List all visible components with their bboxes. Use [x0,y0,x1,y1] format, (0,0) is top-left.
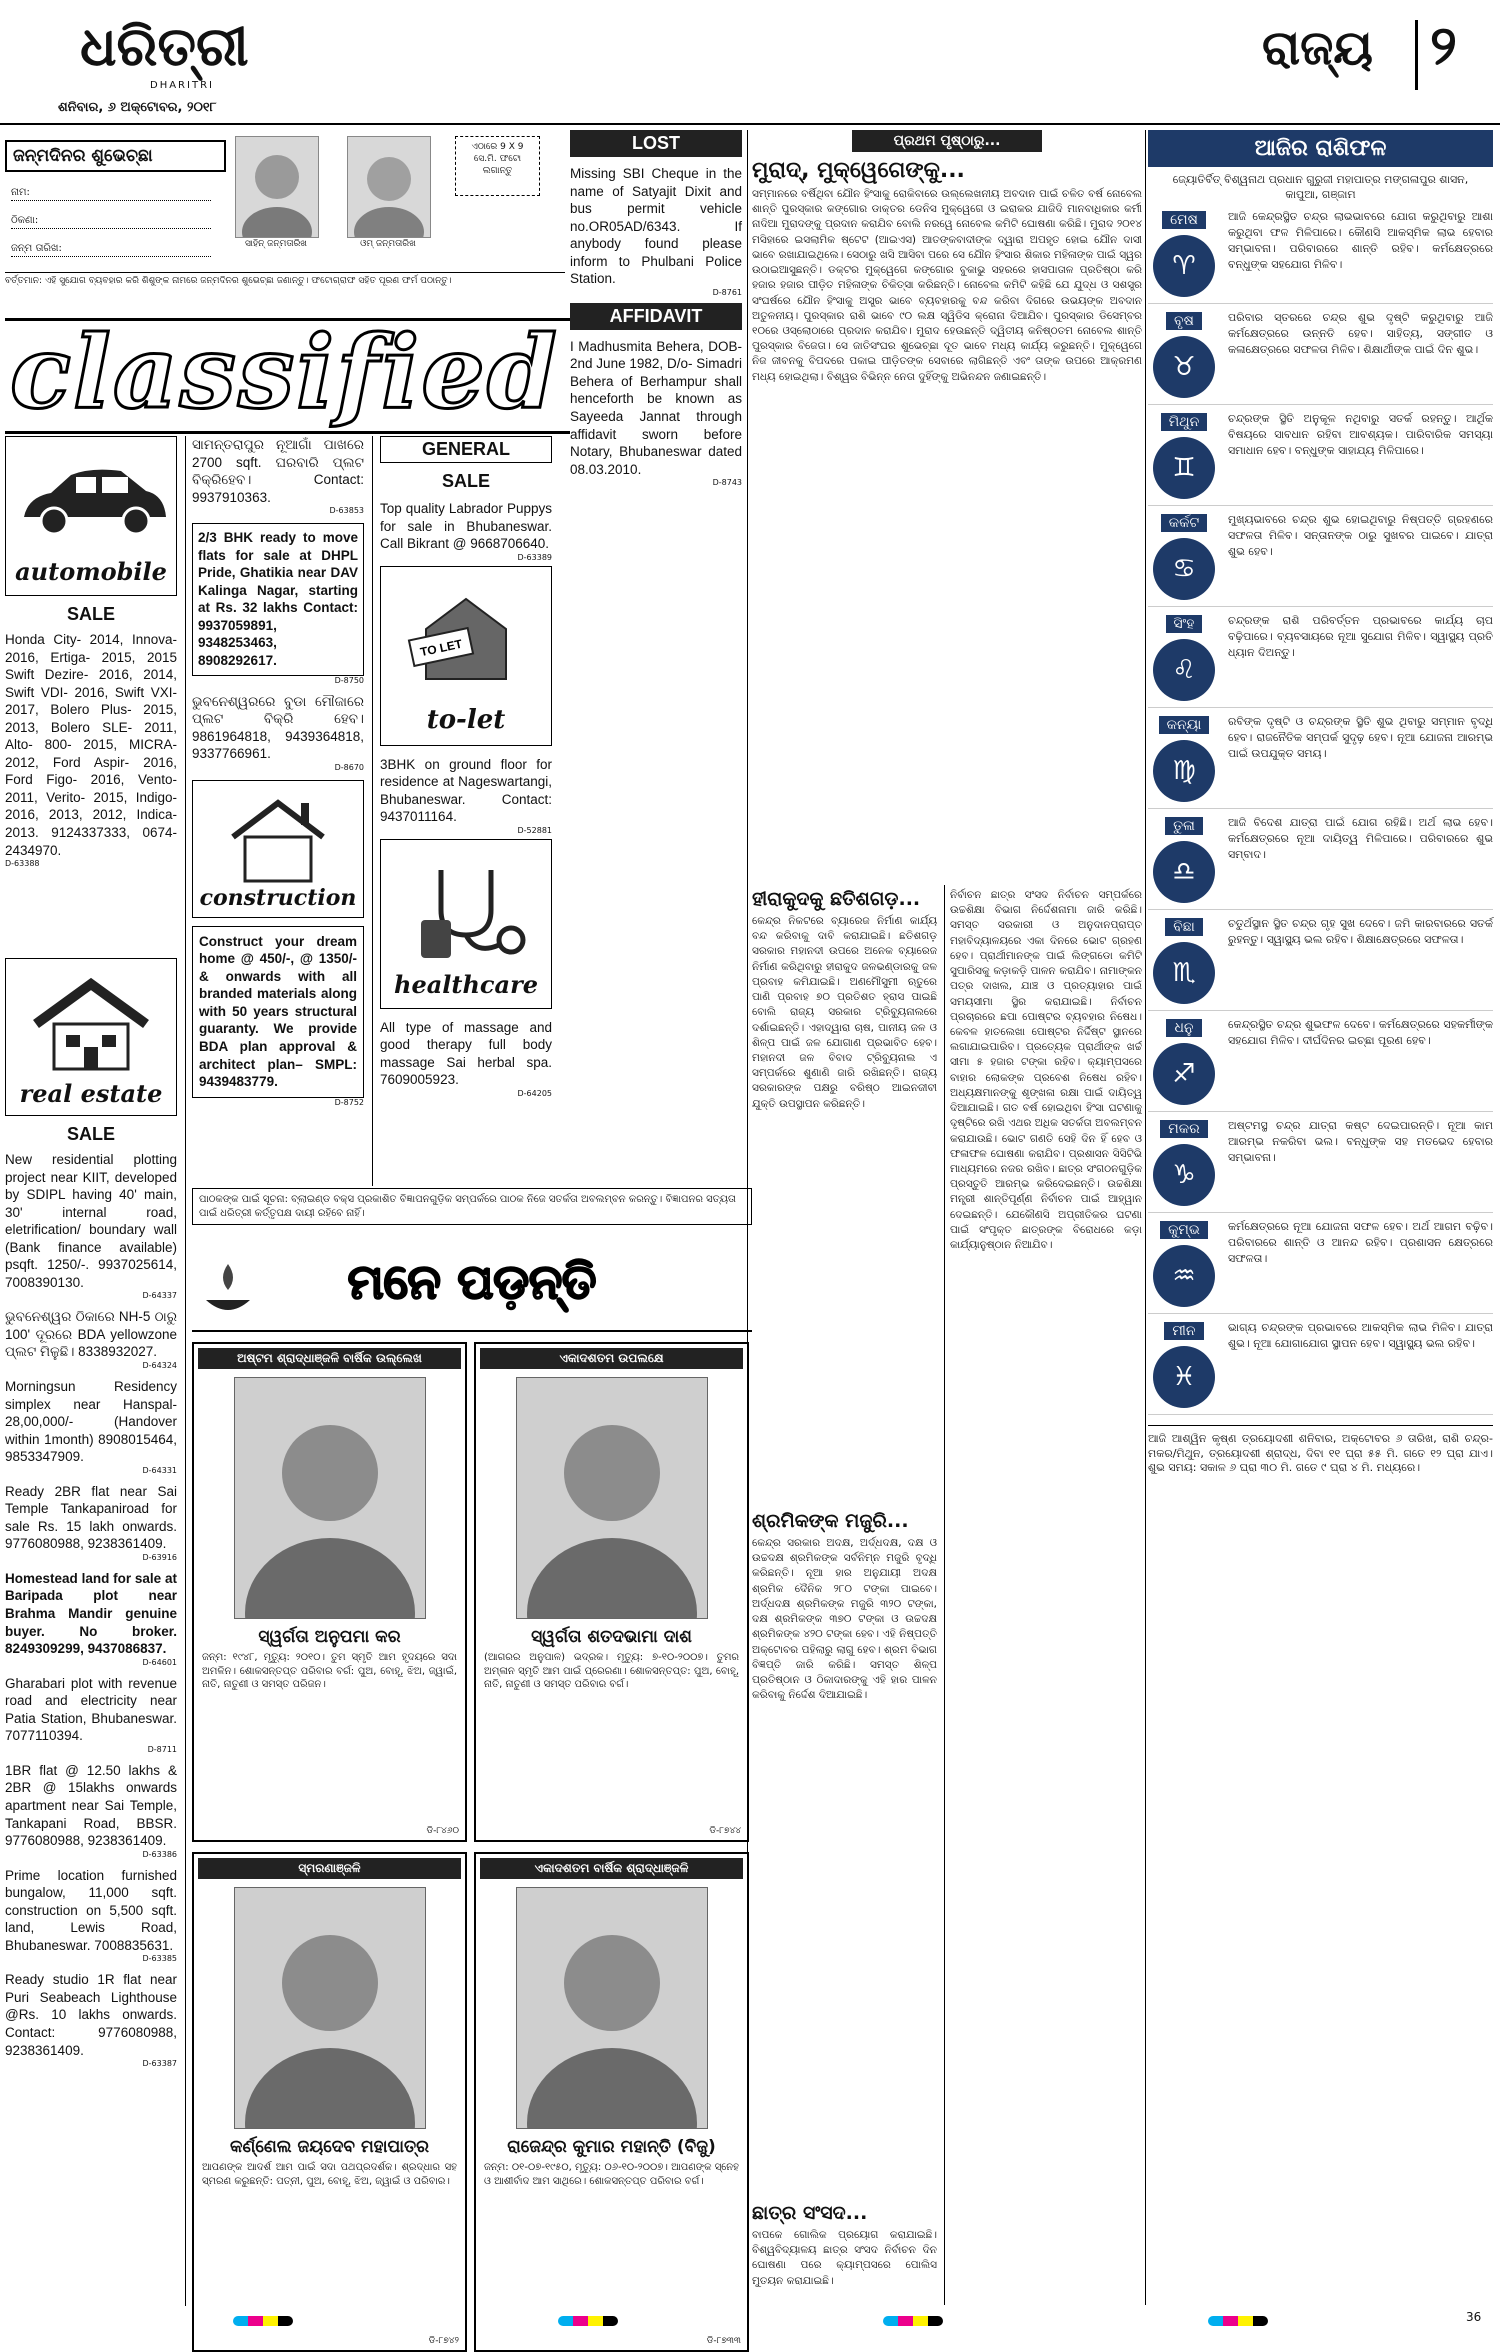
healthcare-label: healthcare [394,969,538,999]
horoscope-entry [1148,815,1493,910]
classified-ad: ସାମନ୍ତରାପୁର ନୂଆଗାଁ ପାଖରେ 2700 sqft. ଘରବାରି ପ୍ଲଟ ବିକ୍ରିହେବ। Contact: 9937910363. [192,437,364,505]
classified-ad: ଭୁବନେଶ୍ୱରରେ ବୁଡା ମୌଜାରେ ପ୍ଲଟ ବିକ୍ରି ହେବ। 9861964818, 9439364818, 9337766961. [192,693,364,762]
sign-badge [1148,310,1220,398]
birthday-form-name: ନାମ: [11,186,211,201]
classified-ad: New residential plotting project near KIIT, developed by SDIPL having 40' main, 30' internal road, eletrification/ boundary wall (Bank finance available) psqft. 1250/-. 9937025614, 7008390130. [5,1152,177,1290]
column-rule [747,130,748,2305]
page-footer [0,2310,1500,2335]
sign-name: ବୃଷ [1166,312,1202,330]
construction-house-icon [193,787,363,887]
masthead-divider [1415,20,1418,90]
ad-code: D-8750 [334,675,364,685]
sign-prediction: ଆଜି କେନ୍ଦ୍ରସ୍ଥିତ ଚନ୍ଦ୍ର ଲାଭଭାବରେ ଯୋଗ କରୁଥିବାରୁ ଆଶା କରୁଥିବା ଫଳ ମିଳିପାରେ। କୌଣସି ଆକସ୍ମିକ ଲାଭ ହେବାର ସମ୍ଭାବନା। ପରିବାରରେ ଶାନ୍ତି ରହିବ। କର୍ମକ୍ଷେତ୍ରରେ ବନ୍ଧୁଙ୍କ ସହଯୋଗ ମିଳିବ। [1228,209,1493,271]
to-let-label: to-let [426,704,506,735]
classified-banner [5,313,570,434]
sign-name: କର୍କଟ [1161,514,1207,532]
col4-block [570,130,742,487]
automobile-heading: SALE [66,604,115,624]
memorial-name: ରାଜେନ୍ଦ୍ର କୁମାର ମହାନ୍ତି (ବିଜୁ) [507,2137,716,2157]
healthcare-image [380,839,552,1009]
photo-caption-2: ଓମ୍ ଜନ୍ମତାରିଖ [360,239,416,249]
maiden-icon: ♍ [1153,740,1215,802]
crab-icon: ♋ [1153,538,1215,600]
affidavit-heading: AFFIDAVIT [570,303,742,330]
sign-badge [1148,411,1220,499]
construction-image [192,780,364,918]
sign-name: ଧନୁ [1166,1019,1201,1037]
ad-code: D-8752 [334,1097,364,1107]
scales-icon: ♎ [1153,841,1215,903]
sign-prediction: ଚନ୍ଦ୍ରଙ୍କ ସ୍ଥିତି ଅନୁକୂଳ ନଥିବାରୁ ସତର୍କ ରହନ୍ତୁ। ଆର୍ଥିକ ବିଷୟରେ ସାବଧାନ ରହିବା ଆବଶ୍ୟକ। ପାରିବାରିକ ସମସ୍ୟା ସମାଧାନ ହେବ। ବନ୍ଧୁଙ୍କ ସାହାଯ୍ୟ ମିଳିପାରେ। [1228,411,1493,457]
memorial-card [192,1342,467,1842]
column-rule [185,436,186,2306]
horoscope-entry [1148,1219,1493,1314]
horoscope-entry [1148,714,1493,809]
sign-name: ମିଥୁନ [1161,413,1208,431]
horoscope-entry [1148,1320,1493,1415]
sign-name: ସିଂହ [1166,615,1203,633]
memorial-banner [192,1250,752,1332]
stethoscope-icon [381,850,551,970]
column-rule [944,885,945,2305]
memorial-header: ଏକାଦଶତମ ଉପଲକ୍ଷେ [480,1348,743,1369]
memorial-header: ଏକାଦଶତମ ବାର୍ଷିକ ଶ୍ରାଦ୍ଧାଞ୍ଜଳି [480,1858,743,1879]
horoscope-entry [1148,1118,1493,1213]
sign-prediction: ଆଜି ବିଦେଶ ଯାତ୍ରା ପାଇଁ ଯୋଗ ରହିଛି। ଅର୍ଥ ଲାଭ ହେବ। କର୍ମକ୍ଷେତ୍ରରେ ନୂଆ ଦାୟିତ୍ୱ ମିଳିପାରେ। ପରିବାରରେ ଶୁଭ ସମ୍ବାଦ। [1228,815,1493,861]
sign-name: ବିଛା [1165,918,1203,936]
horoscope-entry [1148,1017,1493,1112]
memorial-portrait [516,1377,708,1619]
twins-icon: ♊ [1153,437,1215,499]
house-icon [6,969,176,1079]
article-2-body: କେନ୍ଦ୍ର ନିକଟରେ ବ୍ୟାରେଜ ନିର୍ମାଣ କାର୍ଯ୍ୟ ବନ୍ଦ କରିବାକୁ ଦାବି କରାଯାଇଛି। ଛତିଶଗଡ଼ ସରକାର ମହାନଦୀ ଉପରେ ଅନେକ ବ୍ୟାରେଜ ନିର୍ମାଣ କରିଥିବାରୁ ହୀରାକୁଦ ଜଳଭଣ୍ଡାରକୁ ଜଳ ପ୍ରବାହ କମିଯାଇଛି। ଅଣମୌସୁମୀ ଋତୁରେ ପାଣି ପ୍ରବାହ ୭୦ ପ୍ରତିଶତ ହ୍ରାସ ପାଇଛି ବୋଲି ରାଜ୍ୟ ସରକାର ଟ୍ରିବ୍ୟୁନାଲରେ ଦର୍ଶାଇଛନ୍ତି। ଏହାଦ୍ୱାରା ଚାଷ, ପାନୀୟ ଜଳ ଓ ଶିଳ୍ପ ପାଇଁ ଜଳ ଯୋଗାଣ ପ୍ରଭାବିତ ହେବ। ମହାନଦୀ ଜଳ ବିବାଦ ଟ୍ରିବ୍ୟୁନାଲ ଏ ସମ୍ପର୍କରେ ଶୁଣାଣି ଜାରି ରଖିଛନ୍ତି। ରାଜ୍ୟ ସରକାରଙ୍କ ପକ୍ଷରୁ ବରିଷ୍ଠ ଆଇନଜୀବୀ ଯୁକ୍ତି ଉପସ୍ଥାପନ କରିଛନ୍ତି। [752,915,937,1110]
photo-caption-1: ସାହିନ୍ ଜନ୍ମତାରିଖ [244,239,308,249]
ad-code: D-63387 [142,2059,177,2069]
color-dots [558,2316,618,2326]
memorial-portrait [516,1887,708,2129]
child-photo-1 [235,136,319,238]
fish-icon: ♓ [1153,1346,1215,1408]
classified-ad: 2/3 BHK ready to move flats for sale at DHPL Pride, Ghatikia near DAV Kalinga Nagar, starting at Rs. 32 lakhs Contact: 9937059891, 9348253463, 8908292617. [192,523,364,675]
ad-code: D-64324 [142,1361,177,1371]
birthday-title: ଜନ୍ମଦିନର ଶୁଭେଚ୍ଛା [5,140,226,172]
memorial-code: ଡି-୮୪୬୦ [426,1826,459,1836]
memorial-code: ଡି-୮୭୪୨ [428,2336,459,2346]
col3-block [380,436,552,1098]
automobile-label: automobile [15,557,167,586]
sign-prediction: ଅଷ୍ଟମସ୍ଥ ଚନ୍ଦ୍ର ଯାତ୍ରା କଷ୍ଟ ଦେଇପାରନ୍ତି। ନୂଆ କାମ ଆରମ୍ଭ ନକରିବା ଭଲ। ବନ୍ଧୁଙ୍କ ସହ ମତଭେଦ ହେବାର ସମ୍ଭାବନା। [1228,1118,1493,1164]
bull-icon: ♉ [1153,336,1215,398]
sign-badge [1148,613,1220,701]
sign-badge [1148,916,1220,1004]
memorial-card [192,1852,467,2352]
sign-prediction: ଚନ୍ଦ୍ରଙ୍କ ରାଶି ପରିବର୍ତ୍ତନ ପ୍ରଭାବରେ କାର୍ଯ୍ୟ ଚାପ ବଢ଼ିପାରେ। ବ୍ୟବସାୟରେ ନୂଆ ସୁଯୋଗ ମିଳିବ। ସ୍ୱାସ୍ଥ୍ୟ ପ୍ରତି ଧ୍ୟାନ ଦିଅନ୍ତୁ। [1228,613,1493,659]
color-dots [883,2316,943,2326]
article-5-body: ନିର୍ବାଚନ ଛାତ୍ର ସଂସଦ ନିର୍ବାଚନ ସମ୍ପର୍କରେ ଉଚ୍ଚଶିକ୍ଷା ବିଭାଗ ନିର୍ଦ୍ଦେଶନାମା ଜାରି କରିଛି। ସମସ୍ତ ସରକାରୀ ଓ ଅନୁଦାନପ୍ରାପ୍ତ ମହାବିଦ୍ୟାଳୟରେ ଏକା ଦିନରେ ଭୋଟ ଗ୍ରହଣ ହେବ। ପ୍ରାର୍ଥୀମାନଙ୍କ ପାଇଁ ଲିଙ୍ଗଡୋ କମିଟି ସୁପାରିସକୁ କଡ଼ାକଡ଼ି ପାଳନ କରାଯିବ। ନାମାଙ୍କନ ପତ୍ର ଦାଖଲ, ଯାଞ୍ଚ ଓ ପ୍ରତ୍ୟାହାର ପାଇଁ ସମୟସୀମା ସ୍ଥିର କରାଯାଇଛି। ନିର୍ବାଚନ ପ୍ରଚାରରେ ଛପା ପୋଷ୍ଟର ବ୍ୟବହାର ନିଷେଧ। କେବଳ ହାତଲେଖା ପୋଷ୍ଟର ନିର୍ଦ୍ଦିଷ୍ଟ ସ୍ଥାନରେ ଲଗାଯାଇପାରିବ। ପ୍ରତ୍ୟେକ ପ୍ରାର୍ଥୀଙ୍କ ଖର୍ଚ୍ଚ ସୀମା ୫ ହଜାର ଟଙ୍କା ରହିବ। କ୍ୟାମ୍ପସରେ ବାହାର ଲୋକଙ୍କ ପ୍ରବେଶ ନିଷେଧ ରହିବ। ଅଧ୍ୟକ୍ଷମାନଙ୍କୁ ଶୃଙ୍ଖଳା ରକ୍ଷା ପାଇଁ ଦାୟିତ୍ୱ ଦିଆଯାଇଛି। ଗତ ବର୍ଷ ହୋଇଥିବା ହିଂସା ଘଟଣାକୁ ଦୃଷ୍ଟିରେ ରଖି ଏଥର ଅଧିକ ସତର୍କତା ଅବଲମ୍ବନ କରାଯାଉଛି। ଭୋଟ ଗଣତି ସେହି ଦିନ ହିଁ ହେବ ଓ ଫଳାଫଳ ଘୋଷଣା କରାଯିବ। ପ୍ରଶାସନ ସିସିଟିଭି ମାଧ୍ୟମରେ ନଜର ରଖିବ। ଛାତ୍ର ସଂଗଠନଗୁଡ଼ିକ ପ୍ରସ୍ତୁତି ଆରମ୍ଭ କରିଦେଇଛନ୍ତି। ଉଚ୍ଚଶିକ୍ଷା ମନ୍ତ୍ରୀ ଶାନ୍ତିପୂର୍ଣ୍ଣ ନିର୍ବାଚନ ପାଇଁ ଆହ୍ୱାନ ଦେଇଛନ୍ତି। ଯେକୌଣସି ଅପ୍ରୀତିକର ଘଟଣା ପାଇଁ ସଂପୃକ୍ତ ଛାତ୍ରଙ୍କ ବିରୋଧରେ କଡ଼ା କାର୍ଯ୍ୟାନୁଷ୍ଠାନ ନିଆଯିବ। [950,889,1142,1252]
sign-prediction: ଚତୁର୍ଥସ୍ଥାନ ସ୍ଥିତ ଚନ୍ଦ୍ର ଗୃହ ସୁଖ ଦେବେ। ଜମି କାରବାରରେ ସତର୍କ ରୁହନ୍ତୁ। ସ୍ୱାସ୍ଥ୍ୟ ଭଲ ରହିବ। ଶିକ୍ଷାକ୍ଷେତ୍ରରେ ସଫଳତା। [1228,916,1493,946]
horoscope-title: ଆଜିର ରାଶିଫଳ [1148,130,1493,167]
birthday-form-dob: ଜନ୍ମ ତାରିଖ: [11,242,211,257]
memorial-body: ଜନ୍ମ: ୧୯୪୮, ମୃତ୍ୟୁ: ୨୦୧୦। ତୁମ ସ୍ମୃତି ଆମ ହୃଦୟରେ ସଦା ଅମଳିନ। ଶୋକସନ୍ତପ୍ତ ପରିବାର ବର୍ଗ: ପୁଅ, ବୋହୂ, ଝିଅ, ଜ୍ୱାଇଁ, ନାତି, ନାତୁଣୀ ଓ ସମସ୍ତ ପରିଜନ। [202,1652,457,1690]
water-bearer-icon: ♒ [1153,1245,1215,1307]
article-1-body: ସମ୍ମାନରେ ବର୍ଷିଥିବା ଯୌନ ହିଂସାକୁ ରୋକିବାରେ ଉଲ୍ଲେଖନୀୟ ଅବଦାନ ପାଇଁ ଚଳିତ ବର୍ଷ ନୋବେଲ ଶାନ୍ତି ପୁରସ୍କାର କଙ୍ଗୋର ଡାକ୍ତର ଡେନିସ ମୁକ୍ୱେଗେ ଓ ଇରାକର ଯାଜିଦି ମାନବାଧିକାର କର୍ମୀ ନାଦିଆ ମୁରାଦଙ୍କୁ ପ୍ରଦାନ କରାଯିବ ବୋଲି ନରୱେ ନୋବେଲ କମିଟି ଘୋଷଣା କରିଛି। ମୁରାଦ ୨୦୧୪ ମସିହାରେ ଇସଲାମିକ ଷ୍ଟେଟ (ଆଇଏସ) ଆତଙ୍କବାଦୀଙ୍କ ଦ୍ୱାରା ଅପହୃତ ହୋଇ ଯୌନ ଦାସୀ ଭାବେ ରଖାଯାଇଥିଲେ। ସେଠାରୁ ଖସି ଆସିବା ପରେ ସେ ଯୌନ ହିଂସାର ଶିକାର ମହିଳାଙ୍କ ପାଇଁ ସ୍ୱର ଉଠାଇଆସୁଛନ୍ତି। ଡକ୍ଟର ମୁକ୍ୱେଗେ କଙ୍ଗୋର ବୁକାଭୁ ସହରରେ ହାସପାତାଳ ପ୍ରତିଷ୍ଠା କରି ହଜାର ହଜାର ପୀଡ଼ିତ ମହିଳାଙ୍କ ଚିକିତ୍ସା କରିଛନ୍ତି। ନୋବେଲ କମିଟି କହିଛି ଯେ ଯୁଦ୍ଧ ଓ ସଶସ୍ତ୍ର ସଂଘର୍ଷରେ ଯୌନ ହିଂସାକୁ ଅସ୍ତ୍ର ଭାବେ ବ୍ୟବହାରକୁ ବନ୍ଦ କରିବା ଦିଗରେ ଉଭୟଙ୍କ ଅବଦାନ ଅତୁଳନୀୟ। ପୁରସ୍କାର ରାଶି ଭାବେ ୯୦ ଲକ୍ଷ ସ୍ୱିଡିସ କ୍ରୋନା ଦିଆଯିବ। ପୁରସ୍କାର ଡିସେମ୍ବର ୧୦ରେ ଓସ୍ଲୋଠାରେ ପ୍ରଦାନ କରାଯିବ। ମୁରାଦ ହେଉଛନ୍ତି ଦ୍ୱିତୀୟ କନିଷ୍ଠତମ ନୋବେଲ ଶାନ୍ତି ପୁରସ୍କାର ବିଜେତା। ସେ ଜାତିସଂଘର ଶୁଭେଚ୍ଛା ଦୂତ ଭାବେ ମଧ୍ୟ କାର୍ଯ୍ୟ କରୁଛନ୍ତି। ମୁକ୍ୱେଗେ ନିଜ ଜୀବନକୁ ବିପଦରେ ପକାଇ ପୀଡ଼ିତଙ୍କ ସେବାରେ ଲାଗିଛନ୍ତି ଏବଂ ତାଙ୍କ ଉପରେ ଆକ୍ରମଣ ମଧ୍ୟ ହୋଇଥିଲା। ବିଶ୍ୱର ବିଭିନ୍ନ ନେତା ଦୁହିଁଙ୍କୁ ଅଭିନନ୍ଦନ ଜଣାଇଛନ୍ତି। [752,188,1142,383]
ad-code: D-64205 [517,1089,552,1099]
classified-ad: ଭୁବନେଶ୍ୱର ଠିକାରେ NH-5 ଠାରୁ 100' ଦୂରରେ BDA yellowzone ପ୍ଲଟ ମିଳୁଛି। 8338932027. [5,1309,177,1360]
section-title: ରାଜ୍ୟ [1262,20,1373,76]
article-4-body: ବାପକେ ଗୋଲିକ ପ୍ରୟୋଗ କରାଯାଇଛି। ବିଶ୍ୱବିଦ୍ୟାଳୟ ଛାତ୍ର ସଂସଦ ନିର୍ବାଚନ ଦିନ ଘୋଷଣା ପରେ କ୍ୟାମ୍ପସରେ ପୋଲିସ ମୁତୟନ କରାଯାଇଛି। [752,2229,937,2287]
article-2 [752,888,937,2289]
child-photo-2 [347,136,431,238]
sign-prediction: ମୁଖ୍ୟଭାବରେ ଚନ୍ଦ୍ର ଶୁଭ ହୋଇଥିବାରୁ ନିଷ୍ପତ୍ତି ଗ୍ରହଣରେ ସଫଳତା ମିଳିବ। ସନ୍ତାନଙ୍କ ଠାରୁ ସୁଖବର ପାଇବେ। ଯାତ୍ରା ଶୁଭ ହେବ। [1228,512,1493,558]
sign-badge [1148,1320,1220,1408]
reader-notice: ପାଠକଙ୍କ ପାଇଁ ସୂଚନା: ବ୍ଲାଇଣ୍ଡ ବକ୍ସ ପ୍ରକାଶିତ ବିଜ୍ଞାପନଗୁଡ଼ିକ ସମ୍ପର୍କରେ ପାଠକ ନିଜେ ସତର୍କତା ଅବଲମ୍ବନ କରନ୍ତୁ। ବିଜ୍ଞାପନର ସତ୍ୟତା ପାଇଁ ଧରିତ୍ରୀ କର୍ତ୍ତୃପକ୍ଷ ଦାୟୀ ରହିବେ ନାହିଁ। [192,1188,752,1225]
automobile-image [5,436,177,596]
photo-size-note: ଏଠାରେ 9 X 9 ସେ.ମି. ଫଟୋ ଲଗାନ୍ତୁ [455,136,540,196]
memorial-card [474,1342,749,1842]
horoscope-footer: ଆଜି ଆଶ୍ୱିନ କୃଷ୍ଣ ତ୍ରୟୋଦଶୀ ଶନିବାର, ଅକ୍ଟୋବର ୬ ତାରିଖ, ରାଶି ଚନ୍ଦ୍ର- ମକର/ମିଥୁନ, ତ୍ରୟୋଦଶୀ ଶ୍ରାଦ୍ଧ, ଦିବା ୧୧ ଘ୍ରା ୫୫ ମି. ଗତେ ୧୨ ଘ୍ରା ଯାଏ। ଶୁଭ ସମୟ: ସକାଳ ୬ ଘ୍ରା ୩୦ ମି. ଗତେ ୯ ଘ୍ରା ୪ ମି. ମଧ୍ୟରେ। [1148,1425,1493,1477]
column-rule [1145,130,1146,2305]
sign-badge [1148,1118,1220,1206]
to-let-ad: 3BHK on ground floor for residence at Nageswartangi, Bhubaneswar. Contact: 9437011164. [380,756,552,825]
sign-prediction: କେନ୍ଦ୍ରସ୍ଥିତ ଚନ୍ଦ୍ର ଶୁଭଫଳ ଦେବେ। କର୍ମକ୍ଷେତ୍ରରେ ସହକର୍ମୀଙ୍କ ସହଯୋଗ ମିଳିବ। ଦୀର୍ଘଦିନର ଇଚ୍ଛା ପୂରଣ ହେବ। [1228,1017,1493,1047]
horoscope-entry [1148,512,1493,607]
automobile-ad: Honda City- 2014, Innova- 2016, Ertiga- 2015, 2015 Swift Dezire- 2016, 2014, Swift VDI- 2016, Swift VXI- 2017, Bolero Plus- 2015, 2013, Bolero SLE- 2011, Alto- 800- 2015, MICRA- 2012, Ford Aspir- 2016, Ford Figo- 2016, Vento- 2011, Verito- 2015, Indigo-2016, 2013, 2012, Indica- 2013. 9124337333, 0674-2434970. [5,632,177,858]
issue-date: ଶନିବାର, ୬ ଅକ୍ଟୋବର, ୨୦୧୮ [58,100,217,115]
lost-heading: LOST [570,130,742,157]
first-page-label: ପ୍ରଥମ ପୃଷ୍ଠାରୁ... [852,130,1042,152]
page-number: ୨ [1430,14,1457,77]
horoscope-entry [1148,310,1493,405]
affidavit-ad: I Madhusmita Behera, DOB- 2nd June 1982, D/o- Simadri Behera of Berhampur shall henceforth be known as Sayeeda Jannat through affidavit sworn before Notary, Bhubaneswar dated 08.03.2010. [570,338,742,477]
col2-block [192,436,364,1107]
horoscope-entry [1148,916,1493,1011]
general-ad: Top quality Labrador Puppys for sale in Bhubaneswar. Call Bikrant @ 9668706640. [380,501,552,552]
birthday-footer: ବର୍ତ୍ତମାନ: ଏହି ସୁଯୋଗ ବ୍ୟବହାର କରି ଶିଶୁଙ୍କ ନାମରେ ଜନ୍ମଦିନର ଶୁଭେଚ୍ଛା ଜଣାନ୍ତୁ। ଫଟୋଗ୍ରାଫ ସହିତ ପୂରଣ ଫର୍ମ ପଠାନ୍ତୁ। [5,272,565,287]
memorial-code: ଡି-୮୭୪୪ [709,1826,741,1836]
sign-prediction: ପରିବାର ସ୍ତରରେ ଚନ୍ଦ୍ର ଶୁଭ ଦୃଷ୍ଟି କରୁଥିବାରୁ ଆଜି କର୍ମକ୍ଷେତ୍ରରେ ଉନ୍ନତି ହେବ। ସାହିତ୍ୟ, ସଙ୍ଗୀତ ଓ କଳାକ୍ଷେତ୍ରରେ ସଫଳତା ମିଳିବ। ଶିକ୍ଷାର୍ଥୀଙ୍କ ପାଇଁ ଦିନ ଶୁଭ। [1228,310,1493,356]
memorial-name: ସ୍ୱର୍ଗତା ଶତଦଭାମା ଦାଶ [531,1627,692,1647]
archer-icon: ♐ [1153,1043,1215,1105]
horoscope-byline: ଜ୍ୟୋତିର୍ବିତ୍ ବିଶ୍ୱନାଥ ପ୍ରଧାନ ଗୁରୁଜୀ ମହାପାତ୍ର ମଙ୍ଗଳାପୁର ଶାସନ, କାପୁଆ, ଗଞ୍ଜାମ [1172,173,1469,201]
logo: ଧରିତ୍ରୀ [80,14,249,78]
ad-code: D-8761 [712,287,742,297]
sign-badge [1148,815,1220,903]
sign-name: କୁମ୍ଭ [1160,1221,1208,1239]
classified-ad: Ready 2BR flat near Sai Temple Tankapaniroad for sale Rs. 15 lakh onwards. 9776080988, 9238361409. [5,1483,177,1552]
sign-name: ମକର [1160,1120,1207,1138]
memorial-body: (ଆଗରର ଅନୁପାଳ) ଭଦ୍ରକ। ମୃତ୍ୟୁ: ୭-୧୦-୨୦୦୭। ତୁମର ଅମ୍ଳାନ ସ୍ମୃତି ଆମ ପାଇଁ ପ୍ରେରଣା। ଶୋକସନ୍ତପ୍ତ: ପୁଅ, ବୋହୂ, ନାତି, ନାତୁଣୀ ଓ ସମସ୍ତ ପରିବାର ବର୍ଗ। [484,1652,739,1690]
construction-ad: Construct your dream home @ 450/-, @ 1350/- & onwards with all branded materials along with 50 years structural guaranty. We provide BDA plan approval & architect plan– SMPL: 9439483779. [192,926,364,1098]
ram-icon: ♈ [1153,235,1215,297]
memorial-grid [192,1332,752,2346]
registration-marks [100,2316,1400,2328]
general-sale-heading: SALE [441,471,490,491]
ad-code: D-63389 [517,552,552,562]
ad-code: D-63386 [142,1849,177,1859]
to-let-image [380,566,552,746]
classified-title: classified [10,313,559,431]
article-1-title: ମୁରାଦ୍, ମୁକ୍ୱେଗେଙ୍କୁ... [752,158,965,183]
general-heading: GENERAL [380,436,552,463]
automobile-block [5,436,177,868]
footer-page-number: 36 [1466,2310,1482,2324]
article-3-body: କେନ୍ଦ୍ର ସରକାର ଅଦକ୍ଷ, ଅର୍ଦ୍ଧଦକ୍ଷ, ଦକ୍ଷ ଓ ଉଚ୍ଚଦକ୍ଷ ଶ୍ରମିକଙ୍କ ସର୍ବନିମ୍ନ ମଜୁରି ବୃଦ୍ଧି କରିଛନ୍ତି। ନୂଆ ହାର ଅନୁଯାୟୀ ଅଦକ୍ଷ ଶ୍ରମିକ ଦୈନିକ ୨୮୦ ଟଙ୍କା ପାଇବେ। ଅର୍ଦ୍ଧଦକ୍ଷ ଶ୍ରମିକଙ୍କ ମଜୁରି ୩୨୦ ଟଙ୍କା, ଦକ୍ଷ ଶ୍ରମିକଙ୍କ ୩୭୦ ଟଙ୍କା ଓ ଉଚ୍ଚଦକ୍ଷ ଶ୍ରମିକଙ୍କ ୪୨୦ ଟଙ୍କା ହେବ। ଏହି ନିଷ୍ପତ୍ତି ଅକ୍ଟୋବର ପହିଲାରୁ ଲାଗୁ ହେବ। ଶ୍ରମ ବିଭାଗ ବିଜ୍ଞପ୍ତି ଜାରି କରିଛି। ସମସ୍ତ ଶିଳ୍ପ ପ୍ରତିଷ୍ଠାନ ଓ ଠିକାଦାରଙ୍କୁ ଏହି ହାର ପାଳନ କରିବାକୁ ନିର୍ଦ୍ଦେଶ ଦିଆଯାଇଛି। [752,1537,937,1702]
memorial-body: ଜନ୍ମ: ୦୧-୦୭-୧୯୫୦, ମୃତ୍ୟୁ: ୦୬-୧୦-୨୦୦୭। ଆପଣଙ୍କ ସ୍ନେହ ଓ ଆଶୀର୍ବାଦ ଆମ ସାଥିରେ। ଶୋକସନ୍ତପ୍ତ ପରିବାର ବର୍ଗ। [484,2162,739,2187]
sign-name: ମେଷ [1162,211,1206,229]
classified-ad: Ready studio 1R flat near Puri Seabeach Lighthouse @Rs. 10 lakhs onwards. Contact: 9776080988, 9238361409. [5,1972,177,2058]
horoscope-list [1148,209,1493,1415]
ad-code: D-63388 [5,859,40,869]
svg-text:TO LET: TO LET [418,636,464,659]
memorial-section [192,1250,752,2346]
ad-code: D-63385 [142,1954,177,1964]
sign-prediction: ଭାଗ୍ୟ ଚନ୍ଦ୍ରଙ୍କ ପ୍ରଭାବରେ ଆକସ୍ମିକ ଲାଭ ମିଳିବ। ଯାତ୍ରା ଶୁଭ। ନୂଆ ଯୋଗାଯୋଗ ସ୍ଥାପନ ହେବ। ସ୍ୱାସ୍ଥ୍ୟ ଭଲ ରହିବ। [1228,1320,1493,1350]
article-5 [950,888,1142,2308]
color-dots [233,2316,293,2326]
real-estate-block [5,958,177,2076]
real-estate-label: real estate [19,1079,163,1108]
horoscope-entry [1148,411,1493,506]
memorial-name: କର୍ଣ୍ଣେଲ ଜୟଦେବ ମହାପାତ୍ର [229,2137,430,2157]
classified-ad: Prime location furnished bungalow, 11,000 sqft. construction on 5,500 sqft. land, Lewis Road, Bhubaneswar. 7008835631. [5,1867,177,1953]
sign-prediction: ରବିଙ୍କ ଦୃଷ୍ଟି ଓ ଚନ୍ଦ୍ରଙ୍କ ସ୍ଥିତି ଶୁଭ ଥିବାରୁ ସମ୍ମାନ ବୃଦ୍ଧି ହେବ। ରାଜନୈତିକ ସମ୍ପର୍କ ସୁଦୃଢ଼ ହେବ। ନୂଆ ଯୋଜନା ଆରମ୍ଭ ପାଇଁ ଉପଯୁକ୍ତ ସମୟ। [1228,714,1493,760]
to-let-house-icon [381,579,551,699]
sign-name: ତୁଳା [1165,817,1203,835]
construction-label: construction [199,884,357,911]
horoscope-entry [1148,613,1493,708]
memorial-header: ସ୍ମରଣାଞ୍ଜଳି [198,1858,461,1879]
article-3-title: ଶ୍ରମିକଙ୍କ ମଜୁରି... [752,1510,909,1532]
articles-area [752,130,1142,847]
real-estate-heading: SALE [66,1124,115,1144]
scorpion-icon: ♏ [1153,942,1215,1004]
memorial-header: ଅଷ୍ଟମ ଶ୍ରାଦ୍ଧାଞ୍ଜଳି ବାର୍ଷିକ ଉଲ୍ଲେଖ [198,1348,461,1369]
article-4-title: ଛାତ୍ର ସଂସଦ... [752,2202,868,2224]
sign-name: କନ୍ୟା [1159,716,1210,734]
column-rule [372,436,373,1186]
color-dots [1208,2316,1268,2326]
article-2-title: ହୀରାକୁଦକୁ ଛତିଶଗଡ଼... [752,888,921,910]
ad-code: D-63916 [142,1552,177,1562]
classified-ad: Homestead land for sale at Baripada plot near Brahma Mandir genuine buyer. No broker. 8249309299, 9437086837. [5,1570,177,1657]
sign-badge [1148,512,1220,600]
healthcare-ad: All type of massage and good therapy full body massage Sai herbal spa. 7609005923. [380,1019,552,1088]
goat-icon: ♑ [1153,1144,1215,1206]
real-estate-ad-list [5,1151,177,2068]
car-icon [6,447,176,557]
horoscope-section [1148,130,1493,1476]
memorial-name: ସ୍ୱର୍ଗତା ଅନୁପମା କର [258,1627,401,1647]
sign-badge [1148,1017,1220,1105]
masthead-rule [0,123,1500,125]
sign-name: ମୀନ [1164,1322,1203,1340]
ad-code: D-64601 [142,1657,177,1667]
ad-code: D-63853 [329,506,364,516]
classified-ad: Morningsun Residency simplex near Hanspal- 28,00,000/- (Handover within 1month) 8908015464, 9853347909. [5,1379,177,1465]
ad-code: D-8743 [712,478,742,488]
lost-ad: Missing SBI Cheque in the name of Satyajit Dixit and bus permit vehicle no.OR05AD/6343. If anybody found please inform to Phulbani Police Station. [570,166,742,287]
memorial-card [474,1852,749,2352]
sign-prediction: କର୍ମକ୍ଷେତ୍ରରେ ନୂଆ ଯୋଜନା ସଫଳ ହେବ। ଅର୍ଥ ଆଗମ ବଢ଼ିବ। ପରିବାରରେ ଶାନ୍ତି ଓ ଆନନ୍ଦ ରହିବ। ପ୍ରଶାସନ କ୍ଷେତ୍ରରେ ସଫଳତା। [1228,1219,1493,1265]
logo-english: DHARITRI [150,80,214,91]
classified-ad: 1BR flat @ 12.50 lakhs & 2BR @ 15lakhs onwards apartment near Sai Temple, Tankapani Road, BBSR. 9776080988, 9238361409. [5,1762,177,1849]
masthead [0,0,1500,135]
ad-code: D-64337 [142,1291,177,1301]
memorial-portrait [234,1377,426,1619]
memorial-body: ଆପଣଙ୍କ ଆଦର୍ଶ ଆମ ପାଇଁ ସଦା ପଥପ୍ରଦର୍ଶକ। ଶ୍ରଦ୍ଧାର ସହ ସ୍ମରଣ କରୁଛନ୍ତି: ପତ୍ନୀ, ପୁଅ, ବୋହୂ, ଝିଅ, ଜ୍ୱାଇଁ ଓ ପରିବାର। [202,2162,457,2187]
sign-badge [1148,209,1220,297]
horoscope-entry [1148,209,1493,304]
sign-badge [1148,1219,1220,1307]
lion-icon: ♌ [1153,639,1215,701]
ad-code: D-52881 [517,825,552,835]
ad-code: D-8670 [334,762,364,772]
ad-code: D-8711 [147,1744,177,1754]
sign-badge [1148,714,1220,802]
real-estate-image [5,958,177,1116]
memorial-portrait [234,1887,426,2129]
ad-code: D-64331 [142,1465,177,1475]
memorial-banner-title: ମନେ ପଡ଼ନ୍ତି [347,1254,597,1310]
birthday-form-address: ଠିକଣା: [11,214,211,229]
col2-ad-list [192,436,364,772]
memorial-code: ଡି-୮୭୩୩ [706,2336,741,2346]
classified-ad: Gharabari plot with revenue road and electricity near Patia Station, Bhubaneswar. 7077110394. [5,1675,177,1744]
